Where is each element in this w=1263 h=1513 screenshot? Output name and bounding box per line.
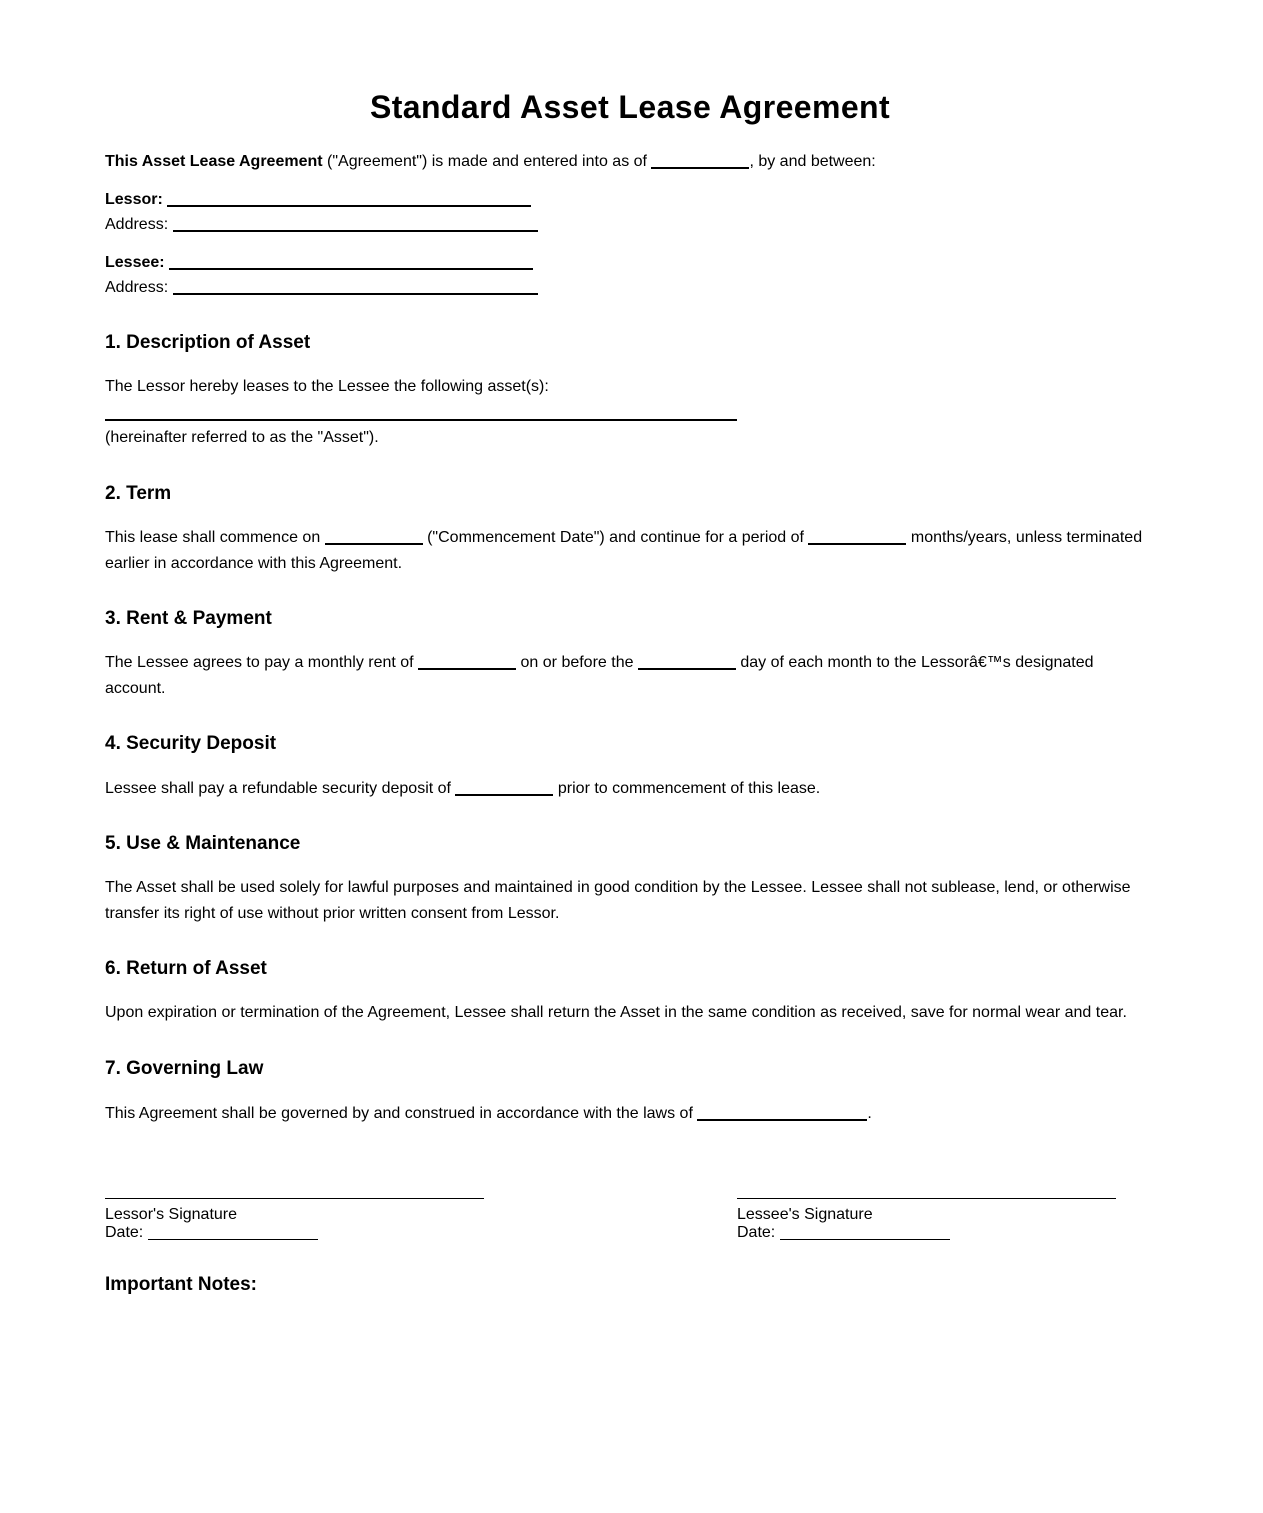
asset-description-blank[interactable]: [105, 419, 737, 421]
lessor-date-line: [105, 1224, 318, 1242]
lessee-signature-label: Lessee's Signature: [737, 1206, 873, 1223]
section-4-part1: Lessee shall pay a refundable security deposit of: [105, 780, 456, 797]
section-2-heading: 2. Term: [105, 483, 172, 504]
lessor-label: Lessor:: [105, 191, 163, 208]
section-4-text: [105, 778, 820, 799]
section-3-part2: on or before the: [516, 654, 638, 671]
section-7-heading: 7. Governing Law: [105, 1058, 264, 1079]
intro-text: ("Agreement") is made and entered into as of: [322, 153, 652, 170]
lessee-address-blank[interactable]: [173, 277, 538, 295]
section-7-text: [105, 1103, 872, 1124]
commencement-date-blank[interactable]: [325, 527, 423, 545]
lessee-date-label: Date:: [737, 1224, 776, 1241]
lessor-address-label: Address:: [105, 216, 169, 233]
intro-bold-lead: This Asset Lease Agreement: [105, 153, 323, 170]
section-7-part1: This Agreement shall be governed by and construed in accordance with the laws of: [105, 1105, 698, 1122]
intro-text-end: , by and between:: [749, 153, 876, 170]
lessee-label: Lessee:: [105, 254, 165, 271]
agreement-date-blank[interactable]: [651, 151, 749, 169]
section-7-part2: .: [867, 1105, 872, 1122]
lessee-date-blank[interactable]: [780, 1225, 950, 1240]
section-4-heading: 4. Security Deposit: [105, 733, 277, 754]
lessee-name-line: [105, 252, 533, 273]
intro-paragraph: [105, 151, 876, 172]
section-2-part1: This lease shall commence on: [105, 529, 325, 546]
section-5-heading: 5. Use & Maintenance: [105, 833, 301, 854]
lessee-address-line: [105, 277, 538, 298]
section-3-part3: day of each month to the Lessorâ€™s designated account.: [105, 654, 1094, 697]
governing-law-blank[interactable]: [697, 1103, 867, 1121]
important-notes-heading: Important Notes:: [105, 1274, 257, 1295]
payment-day-blank[interactable]: [638, 652, 736, 670]
section-6-text: Upon expiration or termination of the Agreement, Lessee shall return the Asset in the same condition as received, save for normal wear and tear.: [105, 1004, 1127, 1021]
security-deposit-blank[interactable]: [455, 778, 553, 796]
lessor-name-line: [105, 189, 531, 210]
lessor-date-blank[interactable]: [148, 1225, 318, 1240]
section-5-text: The Asset shall be used solely for lawful purposes and maintained in good condition by the Lessee. Lessee shall not sublease, lend, or otherwise transfer its right of use without prior written consent from Lessor.: [105, 879, 1131, 922]
section-2-text: [105, 525, 1150, 576]
section-3-part1: The Lessee agrees to pay a monthly rent of: [105, 654, 419, 671]
section-3-text: [105, 650, 1150, 701]
lessee-address-label: Address:: [105, 279, 169, 296]
lease-period-blank[interactable]: [808, 527, 906, 545]
section-2-part3: months/years, unless terminated earlier in accordance with this Agreement.: [105, 529, 1143, 572]
lessee-signature-block: [737, 1206, 950, 1242]
lessor-signature-line[interactable]: [105, 1198, 484, 1199]
lessee-signature-line[interactable]: [737, 1198, 1116, 1199]
lessor-date-label: Date:: [105, 1224, 144, 1241]
lessor-signature-label: Lessor's Signature: [105, 1206, 238, 1223]
document-title: Standard Asset Lease Agreement: [369, 89, 891, 125]
section-4-part2: prior to commencement of this lease.: [553, 780, 821, 797]
lessor-address-line: [105, 214, 538, 235]
section-6-heading: 6. Return of Asset: [105, 958, 267, 979]
lessee-date-line: [737, 1224, 950, 1242]
lessor-signature-block: [105, 1206, 318, 1242]
section-2-part2: ("Commencement Date") and continue for a period of: [422, 529, 809, 546]
monthly-rent-blank[interactable]: [418, 652, 516, 670]
section-1-text2: (hereinafter referred to as the "Asset").: [105, 429, 379, 446]
lessor-name-blank[interactable]: [167, 189, 531, 207]
lessee-name-blank[interactable]: [169, 252, 533, 270]
section-1-text: The Lessor hereby leases to the Lessee the following asset(s):: [105, 378, 549, 395]
section-1-heading: 1. Description of Asset: [105, 332, 311, 353]
lessor-address-blank[interactable]: [173, 214, 538, 232]
section-3-heading: 3. Rent & Payment: [105, 608, 272, 629]
